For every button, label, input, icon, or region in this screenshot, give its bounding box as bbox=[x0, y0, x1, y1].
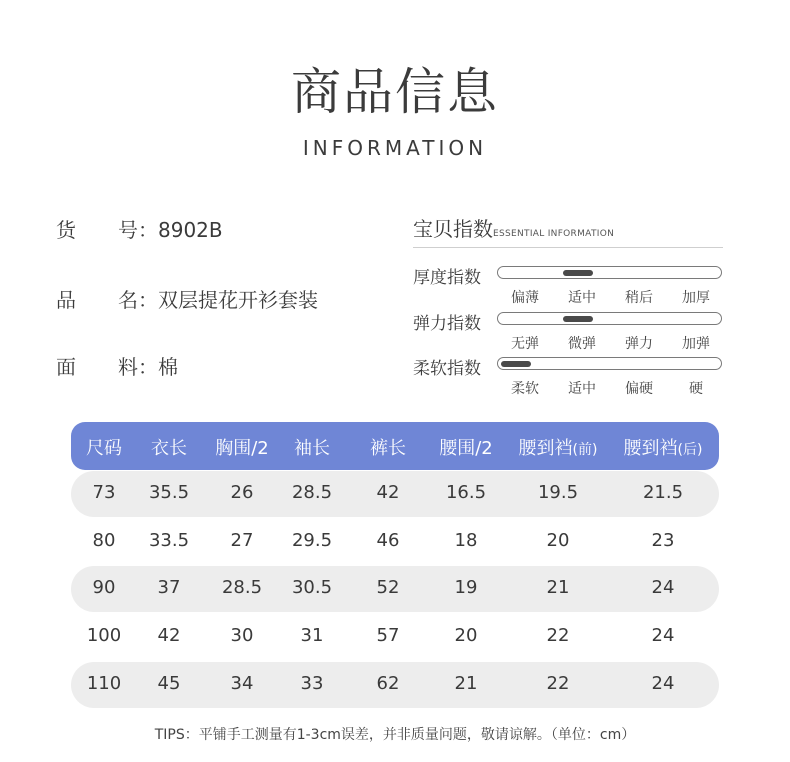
size-table-header-suffix: (前) bbox=[572, 442, 598, 458]
size-table-cell: 21 bbox=[546, 577, 570, 598]
index-label: 柔软指数 bbox=[413, 359, 481, 379]
page-subtitle: INFORMATION bbox=[302, 136, 488, 160]
size-table-cell: 100 bbox=[86, 625, 122, 646]
size-table-cell: 31 bbox=[300, 625, 324, 646]
size-table-cell: 80 bbox=[92, 530, 116, 551]
size-table-header-text: 衣长 bbox=[151, 438, 187, 459]
size-table-cell: 16.5 bbox=[445, 482, 487, 503]
size-table-header-suffix: (后) bbox=[677, 442, 703, 458]
index-scale-label: 弹力 bbox=[625, 336, 653, 352]
index-scale-label: 稍后 bbox=[625, 290, 653, 306]
index-scale-label: 加弹 bbox=[682, 336, 710, 352]
size-table-header-cell bbox=[151, 434, 187, 460]
size-table-cell: 110 bbox=[86, 673, 122, 694]
size-table-cell: 21 bbox=[454, 673, 478, 694]
index-slider-knob bbox=[501, 361, 531, 367]
size-table-header-cell bbox=[439, 434, 493, 460]
index-scale-label: 微弹 bbox=[568, 336, 596, 352]
size-table-cell: 52 bbox=[376, 577, 400, 598]
index-heading-small: ESSENTIAL INFORMATION bbox=[493, 229, 615, 239]
size-table-cell: 22 bbox=[546, 673, 570, 694]
index-scale-label: 无弹 bbox=[511, 336, 539, 352]
page-title: 商品信息 bbox=[291, 63, 499, 121]
tips-text: TIPS：平铺手工测量有1-3cm误差，并非质量问题，敬请谅解。（单位：cm） bbox=[154, 727, 636, 743]
size-table-cell: 34 bbox=[230, 673, 254, 694]
size-table-cell: 18 bbox=[454, 530, 478, 551]
size-table-cell: 20 bbox=[454, 625, 478, 646]
size-table-cell: 73 bbox=[92, 482, 116, 503]
product-name-row bbox=[56, 284, 318, 313]
size-table-cell: 42 bbox=[376, 482, 400, 503]
index-scale-label: 偏薄 bbox=[511, 290, 539, 306]
size-table-cell: 24 bbox=[651, 673, 675, 694]
size-table-cell: 23 bbox=[651, 530, 675, 551]
size-table-header-text: 腰到裆 bbox=[518, 438, 573, 459]
index-scale-label: 适中 bbox=[568, 381, 596, 397]
size-table-cell: 30 bbox=[230, 625, 254, 646]
size-table-cell: 22 bbox=[546, 625, 570, 646]
size-table-header-text: 袖长 bbox=[294, 438, 330, 459]
size-table-header-text: 腰到裆 bbox=[623, 438, 678, 459]
index-scale-label: 柔软 bbox=[511, 381, 539, 397]
size-table-header-cell bbox=[370, 434, 406, 460]
product-name-label-a: 品 bbox=[56, 288, 76, 312]
size-table-cell: 28.5 bbox=[221, 577, 263, 598]
index-slider-track bbox=[497, 266, 722, 279]
product-material-value: 棉 bbox=[158, 355, 178, 379]
product-material-row bbox=[56, 351, 178, 380]
size-table-cell: 21.5 bbox=[642, 482, 684, 503]
size-table-cell: 20 bbox=[546, 530, 570, 551]
size-table-header-cell bbox=[294, 434, 330, 460]
size-table-cell: 29.5 bbox=[291, 530, 333, 551]
size-table-cell: 24 bbox=[651, 577, 675, 598]
index-slider-track bbox=[497, 312, 722, 325]
size-table-cell: 33 bbox=[300, 673, 324, 694]
size-table-header-text: 胸围/2 bbox=[215, 438, 269, 459]
size-table-cell: 26 bbox=[230, 482, 254, 503]
product-name-label-b: 名： bbox=[118, 288, 158, 312]
index-scale-label: 加厚 bbox=[682, 290, 710, 306]
size-table-header-text: 裤长 bbox=[370, 438, 406, 459]
size-table-header-cell bbox=[519, 434, 598, 460]
size-table-cell: 62 bbox=[376, 673, 400, 694]
size-table-cell: 33.5 bbox=[148, 530, 190, 551]
index-slider-knob bbox=[563, 316, 593, 322]
product-material-label-b: 料： bbox=[118, 355, 158, 379]
index-scale-label: 适中 bbox=[568, 290, 596, 306]
index-divider bbox=[413, 247, 723, 248]
size-table-header-text: 腰围/2 bbox=[439, 438, 493, 459]
size-table-header-text: 尺码 bbox=[86, 438, 122, 459]
size-table-cell: 90 bbox=[92, 577, 116, 598]
size-table-cell: 35.5 bbox=[148, 482, 190, 503]
size-table-cell: 19 bbox=[454, 577, 478, 598]
size-table-cell: 45 bbox=[157, 673, 181, 694]
product-code-label-a: 货 bbox=[56, 218, 76, 242]
index-slider-knob bbox=[563, 270, 593, 276]
size-table-cell: 37 bbox=[157, 577, 181, 598]
size-table-header-cell bbox=[624, 434, 703, 460]
size-table-cell: 24 bbox=[651, 625, 675, 646]
size-table-cell: 19.5 bbox=[537, 482, 579, 503]
size-table-cell: 46 bbox=[376, 530, 400, 551]
size-table-header-cell bbox=[86, 434, 122, 460]
index-scale-label: 硬 bbox=[689, 381, 703, 397]
index-label: 厚度指数 bbox=[413, 268, 481, 288]
product-material-label-a: 面 bbox=[56, 355, 76, 379]
index-slider-track bbox=[497, 357, 722, 370]
product-code-label-b: 号： bbox=[118, 218, 158, 242]
size-table-cell: 57 bbox=[376, 625, 400, 646]
product-code-row bbox=[56, 214, 223, 243]
product-code-value: 8902B bbox=[158, 218, 223, 242]
size-table-cell: 42 bbox=[157, 625, 181, 646]
index-heading-text: 宝贝指数 bbox=[413, 217, 493, 241]
product-name-value: 双层提花开衫套装 bbox=[158, 288, 318, 312]
index-heading bbox=[413, 213, 614, 242]
index-label: 弹力指数 bbox=[413, 314, 481, 334]
size-table-cell: 28.5 bbox=[291, 482, 333, 503]
size-table-cell: 30.5 bbox=[291, 577, 333, 598]
size-table-cell: 27 bbox=[230, 530, 254, 551]
size-table-header-cell bbox=[215, 434, 269, 460]
index-scale-label: 偏硬 bbox=[625, 381, 653, 397]
